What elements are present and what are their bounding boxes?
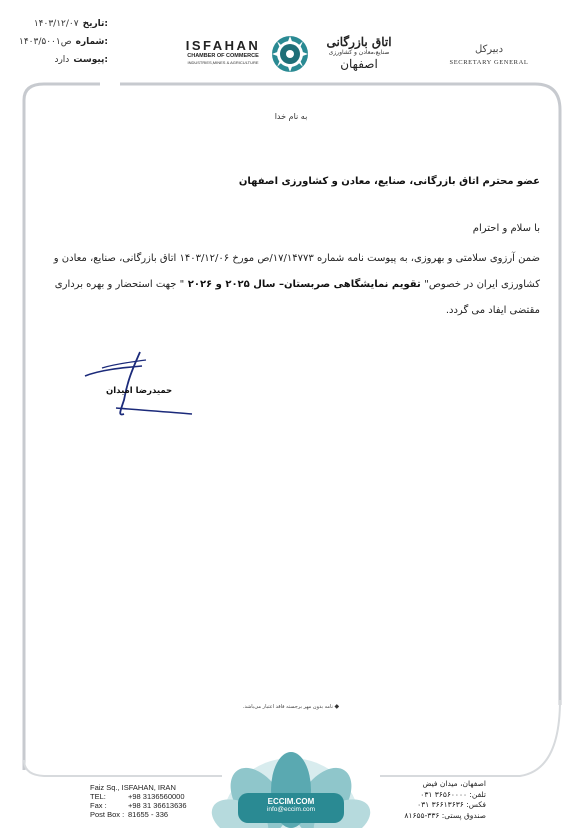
chamber-subtitle-en: INDUSTRIES,MINES & AGRICULTURE bbox=[187, 60, 259, 65]
pobox-row-en: Post Box : 81655 - 336 bbox=[90, 810, 169, 819]
fax-row-en: Fax : +98 31 36613636 bbox=[90, 801, 187, 810]
chamber-subtitle-fa: صنایع،معادن و کشاورزی bbox=[328, 49, 390, 56]
number-label: شماره: bbox=[75, 37, 108, 47]
tel-fa: تلفن: ۳۶۵۶۰۰۰۰ ۰۳۱ bbox=[420, 789, 486, 799]
note-bullet-icon: ◆ bbox=[334, 703, 340, 710]
website-link[interactable]: ECCIM.COM bbox=[267, 797, 315, 806]
letter-meta bbox=[8, 15, 108, 69]
chamber-title-en: CHAMBER OF COMMERCE bbox=[187, 53, 259, 59]
attachment-label: پیوست: bbox=[73, 55, 108, 65]
number-value: ۱۴۰۳/ص۵۰۰۱ bbox=[19, 37, 72, 47]
attachment-row bbox=[8, 51, 108, 69]
paragraph-bold-subject: تقویم نمایشگاهی صربستان– سال ۲۰۲۵ و ۲۰۲۶ bbox=[184, 279, 425, 290]
attachment-value: دارد bbox=[54, 55, 70, 65]
chamber-city-fa: اصفهان bbox=[340, 57, 378, 71]
chamber-emblem-icon bbox=[266, 34, 314, 74]
signer-name: حمیدرضا امیدان bbox=[106, 386, 173, 396]
validity-note-text: نامه بدون مهر برجسته فاقد اعتبار می‌باشد. bbox=[242, 704, 333, 710]
greeting: با سلام و احترام bbox=[472, 223, 540, 234]
tel-row-en: TEL: +98 3136560000 bbox=[90, 792, 185, 801]
chamber-logo-english bbox=[178, 38, 268, 65]
footer-web bbox=[235, 797, 347, 813]
address-fa: اصفهان، میدان فیض bbox=[422, 779, 486, 788]
chamber-title-fa: اتاق بازرگانی bbox=[326, 35, 392, 49]
address-en: Faiz Sq., ISFAHAN, IRAN bbox=[90, 783, 176, 792]
footer-contact-fa bbox=[402, 779, 486, 821]
paragraph-text-2: " جهت استحضار و بهره برداری مقتضی ایفاد می گردد. bbox=[54, 279, 540, 316]
invocation: به نام خدا bbox=[274, 112, 308, 121]
email-link[interactable]: info@eccim.com bbox=[266, 806, 316, 813]
footer-emblem bbox=[205, 752, 377, 828]
footer-contact-en bbox=[90, 783, 187, 819]
date-row bbox=[8, 15, 108, 33]
fax-fa: فکس: ۳۶۶۱۳۶۳۶ ۰۳۱ bbox=[417, 800, 486, 809]
paragraph-text-1: ضمن آرزوی سلامتی و بهروزی، به پیوست نامه شماره ۱۷/۱۴۷۷۳/ص مورخ ۱۴۰۳/۱۲/۰۶ اتاق بازرگانی، صنایع، معادن و کشاورزی ایران در خصوص" bbox=[53, 253, 540, 290]
date-value: ۱۴۰۳/۱۲/۰۷ bbox=[33, 19, 79, 29]
validity-note bbox=[0, 703, 582, 710]
secretary-general-block bbox=[444, 44, 534, 66]
pobox-fa: صندوق پستی: ۳۳۶-۸۱۶۵۵ bbox=[404, 810, 486, 820]
chamber-city-en: ISFAHAN bbox=[185, 38, 261, 53]
addressee: عضو محترم اتاق بازرگانی، صنایع، معادن و کشاورزی اصفهان bbox=[238, 176, 540, 187]
secretary-general-en: SECRETARY GENERAL bbox=[449, 59, 529, 66]
letter-paragraph bbox=[40, 246, 540, 324]
date-label: تاریخ: bbox=[82, 19, 108, 29]
number-row bbox=[8, 33, 108, 51]
secretary-general-fa: دبیرکل bbox=[474, 44, 504, 55]
chamber-logo-persian bbox=[314, 36, 404, 71]
